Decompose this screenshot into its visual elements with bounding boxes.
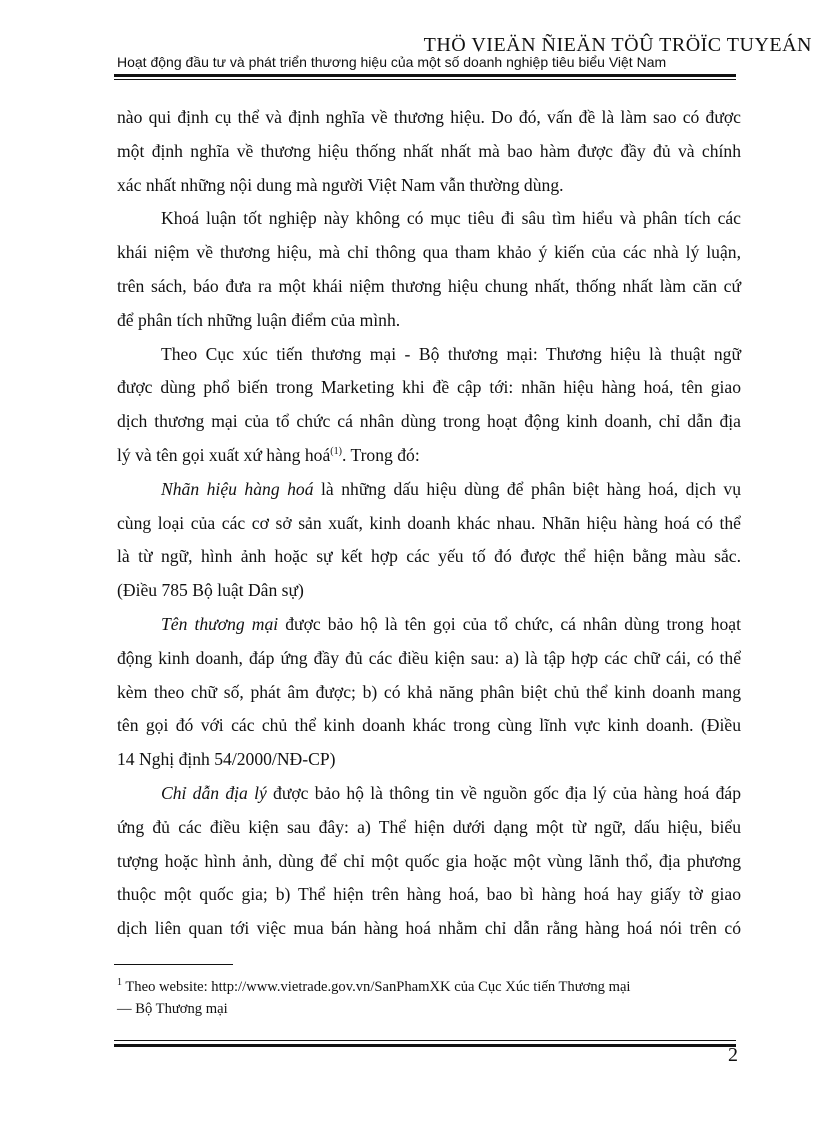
text-line: trên sách, báo đưa ra một khái niệm thương hiệu chung nhất, thống nhất làm căn cứ xyxy=(117,275,741,296)
paragraph-5 xyxy=(117,608,741,777)
text-line: dịch thương mại của tổ chức cá nhân dùng trong hoạt động kinh doanh, chỉ dẫn địa xyxy=(117,411,741,432)
text-line: để phân tích những luận điểm của mình. xyxy=(117,309,401,330)
text-line: một định nghĩa về thương hiệu thống nhất nhất mà bao hàm được đầy đủ và chính xyxy=(117,140,741,161)
text-line: 14 Nghị định 54/2000/NĐ-CP) xyxy=(117,749,336,770)
text-line: tượng hoặc hình ảnh, dùng để chỉ một quốc gia hoặc một vùng lãnh thổ, địa phương xyxy=(117,850,741,871)
header-divider xyxy=(114,74,736,77)
text-line: động kinh doanh, đáp ứng đầy đủ các điều kiện sau: a) là tập hợp các chữ cái, có thể xyxy=(117,647,741,668)
text-line xyxy=(117,777,741,811)
text-fragment: . Trong đó: xyxy=(341,444,420,465)
text-fragment: là những dấu hiệu dùng để phân biệt hàng hoá, dịch vụ xyxy=(313,478,741,499)
text-line: kèm theo chữ số, phát âm được; b) có khả năng phân biệt chủ thể kinh doanh mang xyxy=(117,681,741,702)
text-line: ứng đủ các điều kiện sau đây: a) Thể hiện dưới dạng một từ ngữ, dấu hiệu, biểu xyxy=(117,816,741,837)
footnote-line xyxy=(117,976,737,998)
text-line: Khoá luận tốt nghiệp này không có mục tiêu đi sâu tìm hiểu và phân tích các xyxy=(161,208,741,229)
watermark-text: THÖ VIEÄN ÑIEÄN TÖÛ TRÖÏC TUYEÁN xyxy=(423,34,812,56)
footnote-marker: 1 xyxy=(117,977,122,989)
footnote-ref: (1) xyxy=(330,446,342,458)
text-line: xác nhất những nội dung mà người Việt Nam vẫn thường dùng. xyxy=(117,174,564,195)
paragraph-2 xyxy=(117,202,741,337)
term-trademark: Nhãn hiệu hàng hoá xyxy=(161,478,314,499)
text-fragment: được bảo hộ là thông tin về nguồn gốc địa lý của hàng hoá đáp xyxy=(266,782,741,803)
header-divider-thin xyxy=(114,79,736,80)
text-line xyxy=(117,608,741,642)
paragraph-6 xyxy=(117,777,741,946)
text-line: thuộc một quốc gia; b) Thể hiện trên hàng hoá, bao bì hàng hoá hay giấy tờ giao xyxy=(117,884,741,905)
footer-divider-thin xyxy=(114,1040,736,1041)
text-line xyxy=(117,473,741,507)
text-line: dịch liên quan tới việc mua bán hàng hoá nhằm chỉ dẫn rằng hàng hoá nói trên có xyxy=(117,918,741,939)
text-line xyxy=(117,439,741,473)
text-line: nào qui định cụ thể và định nghĩa về thương hiệu. Do đó, vấn đề là làm sao có được xyxy=(117,107,741,127)
footer-divider xyxy=(114,1044,736,1047)
footnote-divider xyxy=(114,964,233,965)
paragraph-1 xyxy=(117,101,741,202)
text-line: được dùng phổ biến trong Marketing khi đề cập tới: nhãn hiệu hàng hoá, tên giao xyxy=(117,377,741,398)
text-line: là từ ngữ, hình ảnh hoặc sự kết hợp các yếu tố đó được thể hiện bằng màu sắc. xyxy=(117,546,741,567)
text-fragment: lý và tên gọi xuất xứ hàng hoá xyxy=(117,444,331,465)
paragraph-4 xyxy=(117,473,741,608)
page-number: 2 xyxy=(728,1044,738,1066)
term-geographical-indication: Chỉ dẫn địa lý xyxy=(161,782,267,803)
text-line: khái niệm về thương hiệu, mà chỉ thông qua tham khảo ý kiến của các nhà lý luận, xyxy=(117,242,741,263)
text-line: tên gọi đó với các chủ thể kinh doanh khác trong cùng lĩnh vực kinh doanh. (Điều xyxy=(117,715,741,736)
body-text xyxy=(117,101,741,946)
text-line: Theo Cục xúc tiến thương mại - Bộ thương mại: Thương hiệu là thuật ngữ xyxy=(161,343,741,364)
footnote-text: Theo website: http://www.vietrade.gov.vn/SanPhamXK của Cục Xúc tiến Thương mại xyxy=(122,979,631,995)
text-line: (Điều 785 Bộ luật Dân sự) xyxy=(117,580,304,601)
running-header: Hoạt động đầu tư và phát triển thương hiệu của một số doanh nghiệp tiêu biểu Việt Nam xyxy=(117,54,667,70)
text-fragment: được bảo hộ là tên gọi của tổ chức, cá nhân dùng trong hoạt xyxy=(278,613,742,634)
footnote xyxy=(117,976,737,1020)
text-line: cùng loại của các cơ sở sản xuất, kinh doanh khác nhau. Nhãn hiệu hàng hoá có thể xyxy=(117,512,741,533)
term-trade-name: Tên thương mại xyxy=(161,613,279,634)
footnote-line: — Bộ Thương mại xyxy=(117,1001,228,1017)
paragraph-3 xyxy=(117,338,741,473)
